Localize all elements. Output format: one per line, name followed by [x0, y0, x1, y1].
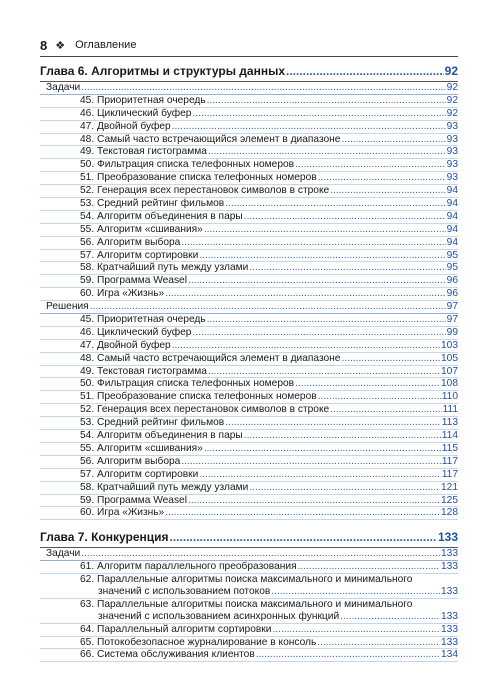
- toc-entry-title: 52. Генерация всех перестановок символов в строке: [80, 404, 330, 416]
- leader-dots: [249, 482, 440, 494]
- toc-entry-title: 46. Циклический буфер: [80, 107, 192, 119]
- toc-entry-page: 133: [441, 610, 458, 622]
- toc-entry-continuation[interactable]: [40, 611, 458, 624]
- toc-entry[interactable]: [40, 211, 458, 224]
- toc-chapter-title: Глава 6. Алгоритмы и структуры данных: [40, 64, 285, 78]
- toc-entry-title: 60. Игра «Жизнь»: [80, 507, 165, 519]
- toc-entry-page: 111: [442, 404, 458, 416]
- toc-entry-page: 93: [446, 120, 458, 132]
- toc-entry-title: 52. Генерация всех перестановок символов в строке: [80, 185, 330, 197]
- leader-dots: [341, 353, 440, 365]
- toc-entry-page: 107: [441, 365, 458, 377]
- toc-entry-title: 57. Алгоритм сортировки: [80, 468, 199, 480]
- toc-entry-continuation[interactable]: [40, 586, 458, 599]
- leader-dots: [225, 417, 441, 429]
- table-of-contents: [40, 60, 458, 662]
- toc-entry-page: 93: [446, 172, 458, 184]
- toc-entry-page: 113: [441, 417, 458, 429]
- leader-dots: [256, 649, 440, 661]
- leader-dots: [165, 507, 440, 519]
- toc-entry-title: 60. Игра «Жизнь»: [80, 288, 165, 300]
- toc-entry[interactable]: [40, 574, 458, 586]
- toc-entry-title: 55. Алгоритм «сшивания»: [80, 442, 203, 454]
- page-number: 8: [40, 37, 48, 53]
- leader-dots: [207, 314, 446, 326]
- toc-entry[interactable]: [40, 185, 458, 198]
- toc-entry-page: 117: [441, 455, 458, 467]
- leader-dots: [295, 159, 446, 171]
- toc-entry-title: 48. Самый часто встречающийся элемент в диапазоне: [80, 352, 341, 364]
- toc-entry-title-continued: значений с использованием потоков: [98, 585, 271, 597]
- leader-dots: [244, 211, 446, 223]
- toc-entry[interactable]: [40, 275, 458, 288]
- toc-entry-title: 53. Средний рейтинг фильмов: [80, 417, 225, 429]
- toc-entry-page: 94: [446, 198, 458, 210]
- toc-entry[interactable]: [40, 198, 458, 211]
- toc-entry-page: 121: [441, 481, 458, 493]
- toc-entry-page: 93: [446, 159, 458, 171]
- leader-dots: [204, 443, 441, 455]
- leader-dots: [204, 224, 446, 236]
- leader-dots: [181, 456, 440, 468]
- toc-entry-page: 93: [446, 133, 458, 145]
- toc-entry-page: 97: [446, 314, 458, 326]
- toc-section[interactable]: [40, 301, 458, 314]
- toc-entry[interactable]: [40, 404, 458, 417]
- toc-entry-title: 53. Средний рейтинг фильмов: [80, 198, 225, 210]
- toc-entry-page: 95: [446, 262, 458, 274]
- toc-entry-title: 51. Преобразование списка телефонных номеров: [80, 391, 317, 403]
- leader-dots: [207, 95, 446, 107]
- toc-entry-title: 62. Параллельные алгоритмы поиска максимального и минимального: [80, 574, 413, 586]
- toc-entry-page: 114: [441, 430, 458, 442]
- toc-entry-title: 49. Текстовая гистограмма: [80, 146, 207, 158]
- toc-entry-page: 94: [446, 210, 458, 222]
- toc-entry-page: 133: [441, 636, 458, 648]
- leader-dots: [192, 327, 445, 339]
- toc-entry[interactable]: [40, 262, 458, 275]
- toc-entry[interactable]: [40, 353, 458, 366]
- toc-section-page: 92: [446, 82, 458, 93]
- leader-dots: [317, 637, 440, 649]
- leader-dots: [295, 378, 440, 390]
- toc-entry[interactable]: [40, 507, 458, 520]
- toc-entry[interactable]: [40, 469, 458, 482]
- leader-dots: [272, 624, 440, 636]
- toc-entry[interactable]: [40, 134, 458, 147]
- toc-entry[interactable]: [40, 391, 458, 404]
- leader-dots: [340, 611, 440, 623]
- toc-entry[interactable]: [40, 314, 458, 327]
- toc-section-page: 133: [441, 548, 458, 560]
- toc-entry-page: 110: [441, 391, 458, 403]
- running-header: [40, 36, 136, 54]
- toc-entry-title: 65. Потокобезопасное журналирование в консоль: [80, 636, 317, 648]
- toc-entry[interactable]: [40, 430, 458, 443]
- toc-chapter-page: 92: [444, 64, 458, 78]
- leader-dots: [208, 366, 440, 378]
- toc-entry-title: 54. Алгоритм объединения в пары: [80, 430, 243, 442]
- toc-entry[interactable]: [40, 599, 458, 611]
- toc-entry-title-continued: значений с использованием асинхронных функций: [98, 610, 340, 622]
- leader-dots: [318, 391, 441, 403]
- toc-entry[interactable]: [40, 417, 458, 430]
- toc-entry-page: 92: [446, 94, 458, 106]
- leader-dots: [81, 82, 445, 94]
- leader-dots: [330, 185, 445, 197]
- toc-section-page: 97: [446, 301, 458, 313]
- toc-entry-page: 92: [446, 107, 458, 119]
- toc-entry-page: 128: [441, 507, 458, 519]
- leader-dots: [208, 146, 446, 158]
- toc-chapter[interactable]: [40, 63, 458, 81]
- toc-entry-page: 134: [441, 649, 458, 661]
- toc-entry[interactable]: [40, 250, 458, 263]
- leader-dots: [81, 548, 440, 560]
- toc-entry[interactable]: [40, 288, 458, 301]
- leader-dots: [199, 469, 440, 481]
- toc-section[interactable]: [40, 82, 458, 95]
- leader-dots: [249, 262, 445, 274]
- leader-dots: [172, 340, 440, 352]
- toc-entry[interactable]: [40, 121, 458, 134]
- toc-entry-page: 103: [441, 339, 458, 351]
- toc-entry[interactable]: [40, 224, 458, 237]
- toc-section[interactable]: [40, 548, 458, 561]
- toc-entry-page: 105: [441, 352, 458, 364]
- toc-section-title: Решения: [46, 301, 89, 313]
- leader-dots: [188, 275, 446, 287]
- leader-dots: [181, 237, 445, 249]
- toc-entry[interactable]: [40, 378, 458, 391]
- toc-entry-page: 133: [441, 623, 458, 635]
- toc-entry-title: 58. Кратчайший путь между узлами: [80, 262, 249, 274]
- toc-entry-title: 55. Алгоритм «сшивания»: [80, 223, 203, 235]
- toc-entry-page: 96: [446, 275, 458, 287]
- toc-entry-title: 50. Фильтрация списка телефонных номеров: [80, 378, 295, 390]
- toc-entry[interactable]: [40, 108, 458, 121]
- toc-entry-page: 96: [446, 288, 458, 300]
- toc-entry-title: 46. Циклический буфер: [80, 326, 192, 338]
- toc-section-title: Задачи: [46, 82, 81, 93]
- leader-dots: [271, 586, 440, 598]
- leader-dots: [165, 288, 445, 300]
- leader-dots: [330, 404, 441, 416]
- leader-dots: [188, 495, 440, 507]
- toc-entry-page: 94: [446, 185, 458, 197]
- leader-dots: [298, 561, 440, 573]
- toc-entry-title: 57. Алгоритм сортировки: [80, 249, 199, 261]
- toc-chapter-page: 133: [437, 530, 458, 545]
- leader-dots: [225, 198, 445, 210]
- leader-dots: [286, 63, 444, 80]
- toc-entry-title: 54. Алгоритм объединения в пары: [80, 210, 243, 222]
- toc-entry-title: 45. Приоритетная очередь: [80, 94, 206, 106]
- toc-entry[interactable]: [40, 95, 458, 108]
- toc-entry[interactable]: [40, 456, 458, 469]
- toc-entry[interactable]: [40, 327, 458, 340]
- toc-entry-page: 99: [446, 326, 458, 338]
- header-title: Оглавление: [75, 39, 137, 51]
- toc-entry[interactable]: [40, 443, 458, 456]
- toc-entry-page: 93: [446, 146, 458, 158]
- toc-entry-page: 108: [441, 378, 458, 390]
- toc-entry-title: 45. Приоритетная очередь: [80, 314, 206, 326]
- toc-entry-title: 61. Алгоритм параллельного преобразования: [80, 561, 297, 573]
- toc-entry-page: 117: [441, 468, 458, 480]
- toc-entry[interactable]: [40, 482, 458, 495]
- toc-entry[interactable]: [40, 146, 458, 159]
- leader-dots: [341, 134, 445, 146]
- toc-entry-title: 59. Программа Weasel: [80, 494, 187, 506]
- toc-entry-page: 133: [441, 585, 458, 597]
- toc-entry-title: 51. Преобразование списка телефонных номеров: [80, 172, 317, 184]
- leader-dots: [172, 121, 446, 133]
- toc-entry-title: 49. Текстовая гистограмма: [80, 365, 207, 377]
- toc-entry-page: 133: [441, 561, 458, 573]
- toc-entry[interactable]: [40, 637, 458, 650]
- leader-dots: [192, 108, 445, 120]
- leader-dots: [244, 430, 441, 442]
- toc-chapter[interactable]: [40, 529, 458, 547]
- header-rule: [40, 56, 458, 57]
- toc-entry-title: 64. Параллельный алгоритм сортировки: [80, 623, 272, 635]
- toc-entry-title: 58. Кратчайший путь между узлами: [80, 481, 249, 493]
- toc-entry-title: 59. Программа Weasel: [80, 275, 187, 287]
- toc-entry-title: 63. Параллельные алгоритмы поиска максимального и минимального: [80, 598, 413, 610]
- toc-chapter-title: Глава 7. Конкуренция: [40, 530, 169, 545]
- toc-entry-page: 94: [446, 236, 458, 248]
- toc-entry[interactable]: [40, 237, 458, 250]
- toc-entry-page: 125: [441, 494, 458, 506]
- toc-entry-title: 56. Алгоритм выбора: [80, 455, 181, 467]
- toc-section-title: Задачи: [46, 548, 81, 560]
- toc-entry-page: 95: [446, 249, 458, 261]
- toc-entry-title: 47. Двойной буфер: [80, 339, 171, 351]
- toc-entry-title: 66. Система обслуживания клиентов: [80, 649, 255, 661]
- toc-entry-page: 115: [441, 442, 458, 454]
- toc-entry[interactable]: [40, 366, 458, 379]
- toc-entry[interactable]: [40, 495, 458, 508]
- toc-entry[interactable]: [40, 172, 458, 185]
- toc-entry-page: 94: [446, 223, 458, 235]
- toc-entry[interactable]: [40, 624, 458, 637]
- chapter-gap: [40, 520, 458, 526]
- toc-entry[interactable]: [40, 649, 458, 662]
- toc-entry[interactable]: [40, 340, 458, 353]
- leader-dots: [318, 172, 446, 184]
- toc-entry-title: 50. Фильтрация списка телефонных номеров: [80, 159, 295, 171]
- leader-dots: [199, 250, 445, 262]
- ornament-icon: ❖: [55, 39, 66, 52]
- toc-entry-title: 56. Алгоритм выбора: [80, 236, 181, 248]
- toc-entry-title: 47. Двойной буфер: [80, 120, 171, 132]
- leader-dots: [90, 301, 446, 313]
- toc-entry[interactable]: [40, 561, 458, 574]
- toc-entry[interactable]: [40, 159, 458, 172]
- toc-entry-title: 48. Самый часто встречающийся элемент в диапазоне: [80, 133, 341, 145]
- leader-dots: [170, 529, 437, 546]
